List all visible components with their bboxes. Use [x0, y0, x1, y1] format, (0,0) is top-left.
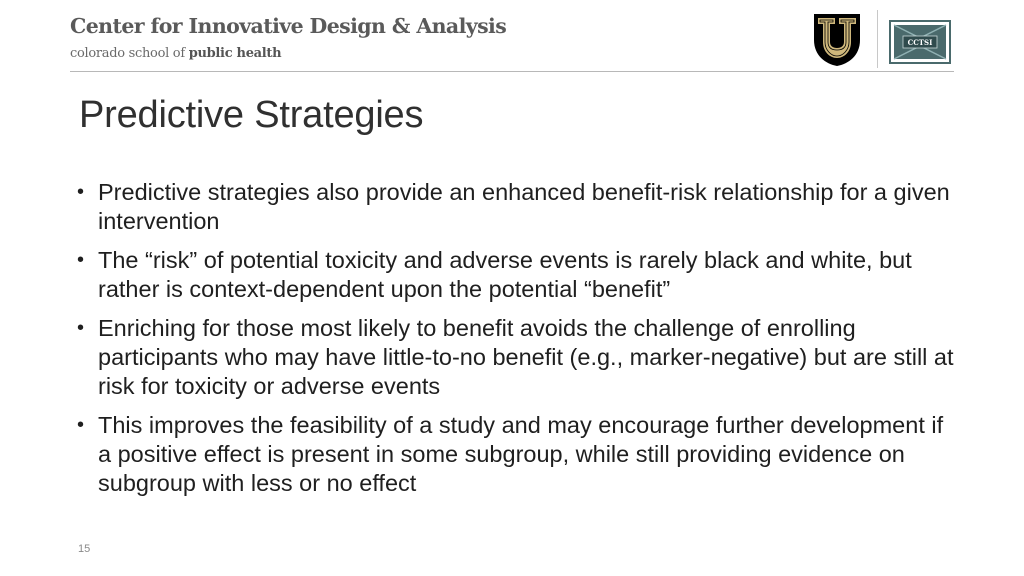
bullet-dot: • [77, 249, 85, 271]
org-subtitle [70, 46, 281, 61]
bullet-dot: • [77, 181, 85, 203]
bullet-item [75, 411, 955, 498]
bullet-dot: • [77, 414, 85, 436]
org-subtitle-prefix: colorado school of [70, 46, 189, 61]
bullet-text: Enriching for those most likely to benefit avoids the challenge of enrolling participants who may have little-to-no benefit (e.g., marker-negative) but are still at risk for toxicity or adverse events [98, 315, 954, 399]
cctsi-logo [889, 20, 951, 64]
header-divider-line [70, 71, 954, 72]
bullet-text: Predictive strategies also provide an enhanced benefit-risk relationship for a given intervention [98, 179, 950, 234]
org-title: Center for Innovative Design & Analysis [70, 14, 507, 38]
slide-header [0, 0, 1024, 76]
logo-divider [877, 10, 878, 68]
org-subtitle-emphasis: public health [188, 46, 282, 61]
bullet-dot: • [77, 317, 85, 339]
bullet-item [75, 178, 955, 236]
cctsi-label: CCTSI [907, 38, 933, 47]
bullet-item [75, 314, 955, 401]
bullet-list [75, 178, 955, 508]
slide-title: Predictive Strategies [79, 94, 424, 136]
page-number: 15 [78, 543, 91, 555]
cu-logo-icon [810, 10, 864, 68]
bullet-text: This improves the feasibility of a study and may encourage further development if a positive effect is present in some subgroup, while still providing evidence on subgroup with less or no effect [98, 412, 944, 496]
bullet-item [75, 246, 955, 304]
bullet-text: The “risk” of potential toxicity and adverse events is rarely black and white, but rather is context-dependent upon the potential “benefit” [98, 247, 912, 302]
